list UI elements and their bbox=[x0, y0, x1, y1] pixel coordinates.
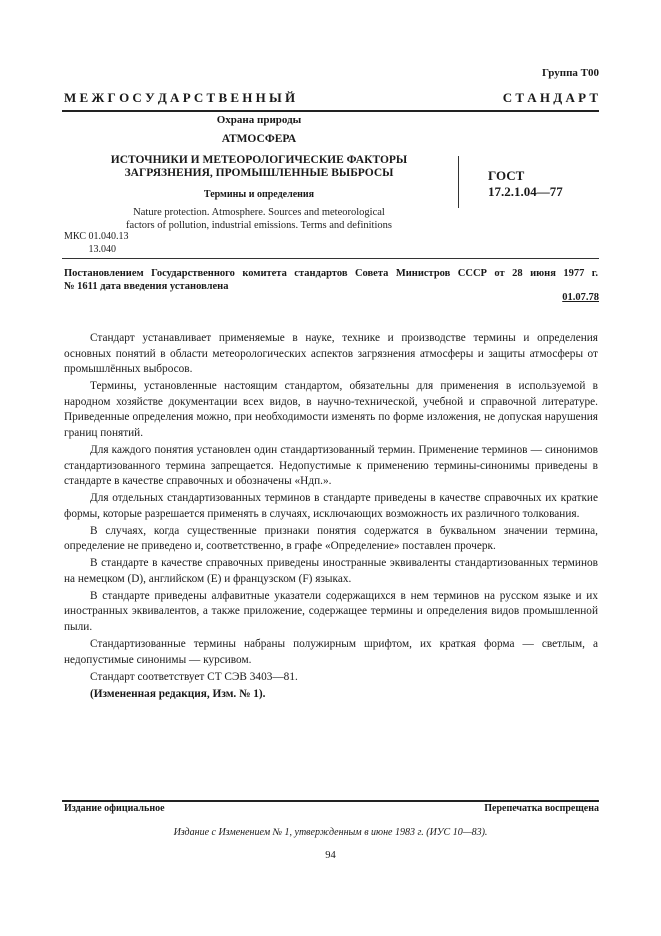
title-english-line-1: Nature protection. Atmosphere. Sources and meteorological bbox=[133, 207, 385, 218]
mks-code-list bbox=[88, 230, 128, 256]
title-english-line-2: factors of pollution, industrial emissions. Terms and definitions bbox=[126, 220, 392, 231]
gost-label: ГОСТ bbox=[488, 168, 525, 183]
paragraph-1: Стандарт устанавливает применяемые в науке, технике и производстве термины и определения основных понятий в области метеорологических аспектов загрязнения атмосферы и защиты атмосферы от промышлённых выбросов. bbox=[64, 332, 598, 376]
mks-code-2: 13.040 bbox=[88, 244, 116, 255]
title-main bbox=[100, 154, 418, 180]
paragraph-7: В стандарте приведены алфавитные указатели содержащихся в нем терминов на русском языке и их иностранных эквивалентов, а также приложение, содержащее термины и определения видов промышленной пыли. bbox=[64, 589, 598, 634]
title-main-line-1: ИСТОЧНИКИ И МЕТЕОРОЛОГИЧЕСКИЕ ФАКТОРЫ bbox=[110, 154, 408, 166]
decree-text bbox=[64, 267, 598, 293]
banner-right: С Т А Н Д А Р Т bbox=[502, 90, 598, 105]
body-text bbox=[64, 331, 598, 704]
group-code: Группа Т00 bbox=[541, 67, 599, 79]
banner-left: М Е Ж Г О С У Д А Р С Т В Е Н Н Ы Й bbox=[64, 90, 296, 105]
paragraph-8: Стандартизованные термины набраны полужирным шрифтом, их краткая форма — светлым, а недопустимые синонимы — курсивом. bbox=[64, 638, 598, 666]
title-line-atmosphere: АТМОСФЕРА bbox=[221, 133, 297, 145]
amendment-note: (Измененная редакция, Изм. № 1). bbox=[90, 687, 266, 700]
reprint-prohibited-label: Перепечатка воспрещена bbox=[484, 803, 599, 814]
bottom-divider bbox=[62, 800, 599, 802]
title-line-nature: Охрана природы bbox=[216, 114, 302, 126]
decree-line-2: № 1611 дата введения установлена bbox=[64, 281, 229, 292]
paragraph-4: Для отдельных стандартизованных терминов в стандарте приведены в качестве справочных их краткие формы, которые разрешается применять в случаях, исключающих возможность их различного толкования. bbox=[64, 492, 598, 520]
middle-divider bbox=[62, 258, 599, 259]
page-number: 94 bbox=[325, 850, 336, 861]
gost-number: 17.2.1.04—77 bbox=[488, 184, 563, 199]
paragraph-2: Термины, установленные настоящим стандартом, обязательны для применения в используемой в народном хозяйстве документации всех видов, в научно-технической, учебной и справочной литературе. Приведенные определения можно, при необходимости изменять по форме изложения, не допуская нарушения границ понятий. bbox=[64, 380, 598, 439]
edition-note: Издание с Изменением № 1, утвержденным в июне 1983 г. (ИУС 10—83). bbox=[173, 827, 488, 838]
paragraph-6: В стандарте в качестве справочных приведены иностранные эквиваленты стандартизованных терминов на немецком (D), английском (Е) и французском (F) языках. bbox=[64, 557, 598, 585]
decree-line-1: Постановлением Государственного комитета стандартов Совета Министров СССР от 28 июня 1977 г. bbox=[64, 268, 598, 279]
paragraph-3: Для каждого понятия установлен один стандартизованный термин. Применение терминов — синонимов стандартизованного термина запрещается. Недопустимые к применению термины-синонимы приведены в стандарте в качестве справочных и обозначены «Ндп.». bbox=[64, 443, 598, 488]
mks-label: МКС bbox=[64, 231, 86, 242]
paragraph-9: Стандарт соответствует СТ СЭВ 3403—81. bbox=[90, 670, 298, 683]
paragraph-5: В случаях, когда существенные признаки понятия содержатся в буквальном значении термина, определение не приведено и, соответственно, в графе «Определение» поставлен прочерк. bbox=[64, 524, 598, 553]
standard-banner bbox=[64, 90, 598, 106]
title-main-line-2: ЗАГРЯЗНЕНИЯ, ПРОМЫШЛЕННЫЕ ВЫБРОСЫ bbox=[124, 167, 394, 179]
official-edition-label: Издание официальное bbox=[64, 803, 165, 814]
top-divider bbox=[62, 110, 599, 112]
mks-code-1: 01.040.13 bbox=[88, 231, 129, 242]
title-english bbox=[100, 206, 418, 232]
title-vertical-divider bbox=[458, 156, 459, 208]
introduction-date: 01.07.78 bbox=[562, 292, 599, 303]
gost-designation bbox=[488, 168, 563, 200]
mks-codes bbox=[64, 230, 128, 256]
title-block bbox=[100, 114, 418, 232]
title-subtitle: Термины и определения bbox=[203, 189, 315, 200]
